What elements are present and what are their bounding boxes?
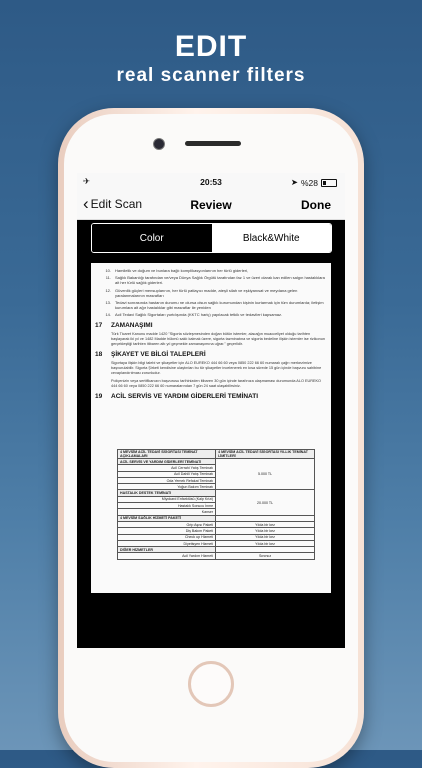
coverage-table: 4 MEVSİM ACİL TEDAVİ SİGORTASI TEMİNAT AÇIKLAMALARI 4 MEVSİM ACİL TEDAVİ SİGORTASI YILLIK TEMİNAT LİMİTLERİ ACİL SERVİS VE YARDIM GİDERLERİ TEMİNATI 5.000 TL Acil Cerrahi Yatış Teminatı Acil Dahili Yatış Teminatı Oda Yemek Refakat Teminatı Yoğun Bakım Teminatı HASTALIK DESTEK TEMİNATI 20.000 TL Miyokard Enfarktüsü (Kalp Krizi) Hastalık Sonucu İnme Kanser 4 MEVSİM SAĞLIK HİZMETİ PAKETİ Grip Aşısı Paketi Yılda bir kez Diş Bakım Paketi Yılda bir kez Check up Hizmeti Yılda bir kez Diyetisyen Hizmeti Yılda bir kez DİĞER HİZMETLER Acil Yardım Hizmeti Sınırsız	[117, 449, 315, 560]
filter-black-white[interactable]: Black&White	[212, 224, 332, 252]
promo-subhead: real scanner filters	[116, 65, 306, 86]
airplane-mode-icon: ✈	[83, 176, 91, 186]
home-button[interactable]	[188, 661, 234, 707]
filter-segmented-control	[91, 223, 332, 253]
front-camera	[153, 138, 165, 150]
scanned-document	[91, 263, 331, 593]
status-time: 20:53	[200, 177, 222, 187]
list-item: 13. Tedavi sonrasında hastanın durumu ne olursa olsun sağlık kurumundan kişinin kurtarmak için tüm durumlarda; iletişim kurumlara ait ağır hastalıklar gibi masraflar ile yeniden	[105, 300, 324, 311]
status-bar	[77, 173, 345, 191]
promo-headline: EDIT	[174, 30, 248, 63]
navigation-bar	[77, 191, 345, 220]
section-heading: 19 ACİL SERVİS VE YARDIM GİDERLERİ TEMİNATI	[95, 392, 258, 400]
promo-text	[0, 30, 422, 88]
section-heading: 18 ŞİKAYET VE BİLGİ TALEPLERİ	[95, 350, 206, 358]
battery-percent: %28	[300, 177, 318, 188]
list-item: 14. Acil Tedavi Sağlık Sigortaları yurtdışında (KKTC hariç) yapılacak tetkik ve tedavileri kapsamaz.	[105, 312, 283, 318]
battery-icon	[321, 179, 337, 187]
list-item: 11. Sağlık Bakanlığı tarafından ve/veya Dünya Sağlık Örgütü tarafından faz 1 ve üzeri olarak kan edilen salgın hastalıklara ait her türlü sağlık giderleri.	[105, 275, 325, 286]
chevron-left-icon: ‹	[83, 194, 89, 213]
section-paragraph: Türk Ticaret Kanunu madde 1420 "Sigorta sözleşmesinden doğan bütün istemler, alacağın muacceliyet olduğu tarihten başlayarak iki yıl ve 1482 Madde hükmü saklı kalmak üzere, sigorta tazminatına ve sigorta bedeline ilişkin istemler ise rizikonun gerçekleştiği tarihten itibaren altı yıl geçmekle zamanaşımına uğrar." geçerlidir.	[111, 331, 325, 346]
document-text	[95, 268, 327, 403]
section-paragraph: Sigortaya ilişkin bilgi talebi ve şikayetler için ALO EUREKO 444 66 60 veya 0850 222 66 60 numaralı çağrı merkezimize başvurulabilir. Sigorta Şirketi kendisine ulaştırılan bu tür şikayetler incelenerek en kısa sürede 15 gün içinde başvuru sahibine cevaplandırılması zorunludur.	[111, 360, 322, 375]
list-item: 12. Güvenlik güçleri mensuplarının, her türlü patlayıcı madde, ateşli silah ve eşkiyanısat ve meydana gelen yaralanmalarının masrafları	[105, 287, 298, 298]
section-paragraph: Poliçenizin veya sertifikanızın başvurusu tarihinizden itibaren 30 gün içinde tarafınıza ulaşmaması durumunda ALO EUREKO 444 66 60 veya 0850 222 66 60 numaralarından 7 gün 24 saat ulaşabilirsiniz.	[111, 378, 321, 388]
list-item: 10. Hamilelik ve doğum ve bunlara bağlı komplikasyonlarının her türlü giderleri,	[105, 268, 249, 273]
section-heading: 17 ZAMANAŞIMI	[95, 321, 153, 329]
earpiece-speaker	[185, 141, 241, 146]
page-title: Review	[190, 198, 232, 212]
filter-color[interactable]: Color	[92, 224, 212, 252]
back-label: Edit Scan	[90, 197, 143, 211]
done-button[interactable]: Done	[301, 198, 331, 212]
app-screen	[77, 173, 345, 648]
location-icon: ➤	[290, 177, 298, 187]
